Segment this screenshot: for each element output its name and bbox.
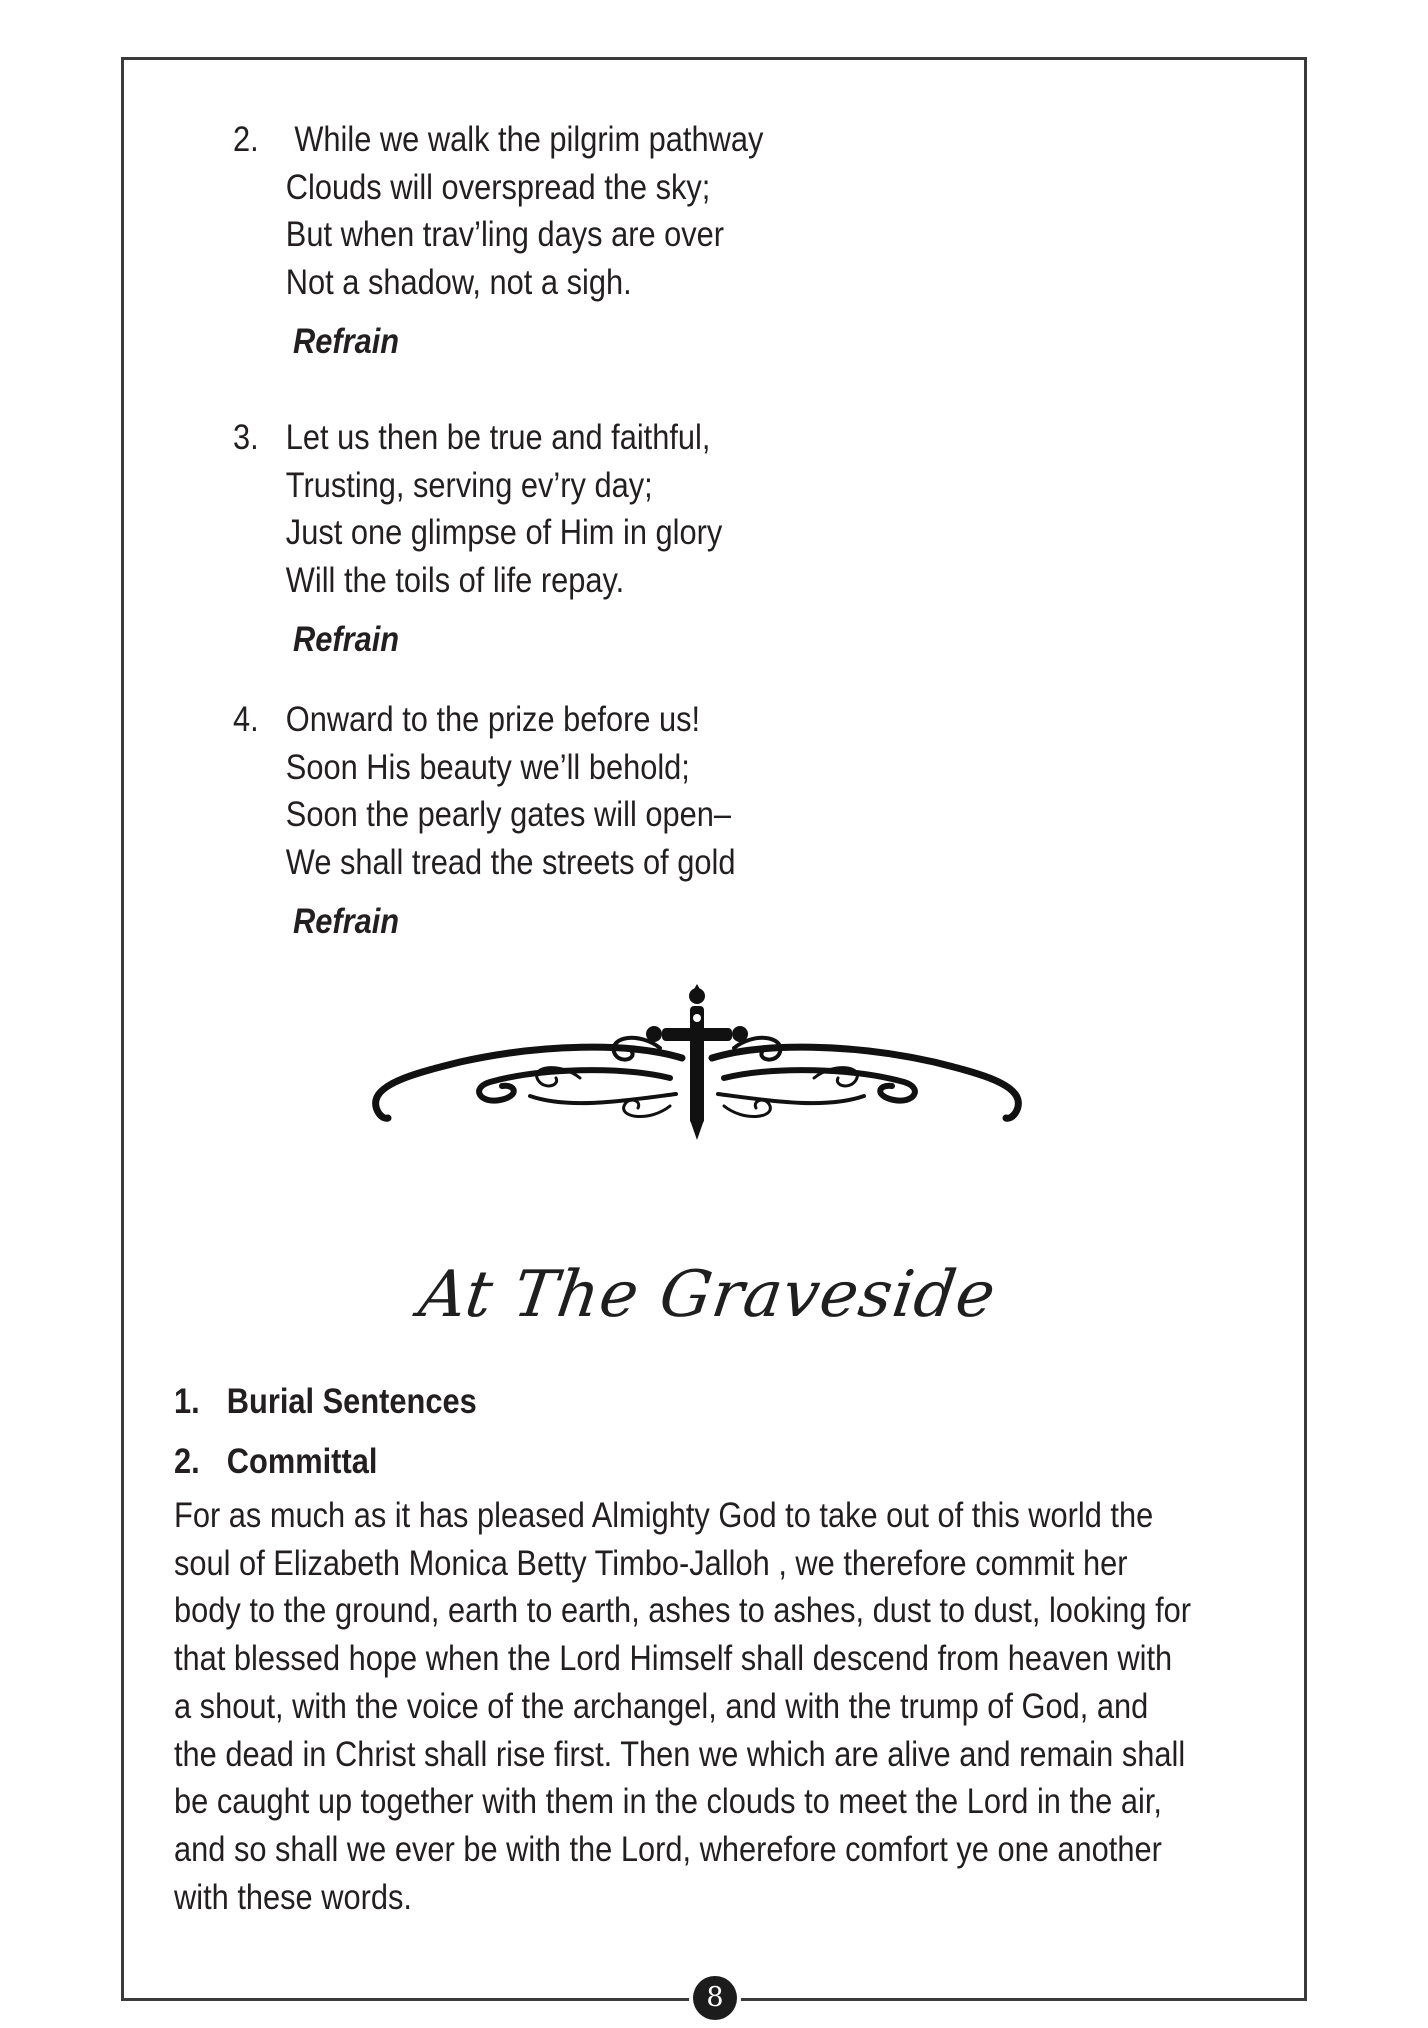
item-number: 2. xyxy=(174,1442,200,1481)
refrain-label: Refrain xyxy=(293,620,400,659)
verse-line: Let us then be true and faithful, xyxy=(285,418,711,457)
verse-line: But when trav’ling days are over xyxy=(285,215,725,254)
refrain-label: Refrain xyxy=(293,902,400,941)
paragraph-line: with these words. xyxy=(174,1877,412,1917)
hymn-verse-3 xyxy=(233,414,1025,604)
verse-line: Clouds will overspread the sky; xyxy=(285,167,711,207)
verse-line: We shall tread the streets of gold xyxy=(285,842,736,882)
paragraph-line: body to the ground, earth to earth, ashes to ashes, dust to dust, looking for xyxy=(174,1591,1192,1631)
item-number: 1. xyxy=(174,1382,200,1421)
paragraph-line: and so shall we ever be with the Lord, wherefore comfort ye one another xyxy=(174,1829,1162,1869)
cross-flourish-icon xyxy=(370,982,1040,1150)
refrain-label: Refrain xyxy=(293,322,400,361)
hymn-verse-4 xyxy=(233,696,1025,886)
verse-line: Will the toils of life repay. xyxy=(285,560,625,600)
verse-line: Just one glimpse of Him in glory xyxy=(285,513,723,552)
verse-line: While we walk the pilgrim pathway xyxy=(285,120,764,159)
verse-number: 3. xyxy=(233,418,259,457)
hymn-verse-2 xyxy=(233,116,1025,306)
paragraph-line: For as much as it has pleased Almighty God to take out of this world the xyxy=(174,1496,1154,1535)
verse-line: Not a shadow, not a sigh. xyxy=(285,262,632,302)
verse-number: 4. xyxy=(233,700,259,739)
verse-line: Soon His beauty we’ll behold; xyxy=(285,747,690,787)
verse-line: Trusting, serving ev’ry day; xyxy=(285,465,653,505)
verse-number: 2. xyxy=(233,120,259,159)
committal-text xyxy=(174,1492,1192,1921)
page-number: 8 xyxy=(693,1976,737,2020)
item-burial-sentences xyxy=(174,1382,477,1422)
paragraph-line: that blessed hope when the Lord Himself shall descend from heaven with xyxy=(174,1639,1173,1679)
verse-line: Onward to the prize before us! xyxy=(285,700,701,739)
item-committal xyxy=(174,1442,377,1482)
paragraph-line: a shout, with the voice of the archangel, and with the trump of God, and xyxy=(174,1686,1149,1726)
item-label: Committal xyxy=(226,1442,378,1481)
section-title: At The Graveside xyxy=(415,1258,1001,1332)
verse-line: Soon the pearly gates will open– xyxy=(285,795,731,834)
paragraph-line: be caught up together with them in the clouds to meet the Lord in the air, xyxy=(174,1782,1162,1822)
item-label: Burial Sentences xyxy=(226,1382,477,1421)
paragraph-line: the dead in Christ shall rise first. Then we which are alive and remain shall xyxy=(174,1734,1186,1774)
paragraph-line: soul of Elizabeth Monica Betty Timbo-Jalloh , we therefore commit her xyxy=(174,1543,1128,1583)
